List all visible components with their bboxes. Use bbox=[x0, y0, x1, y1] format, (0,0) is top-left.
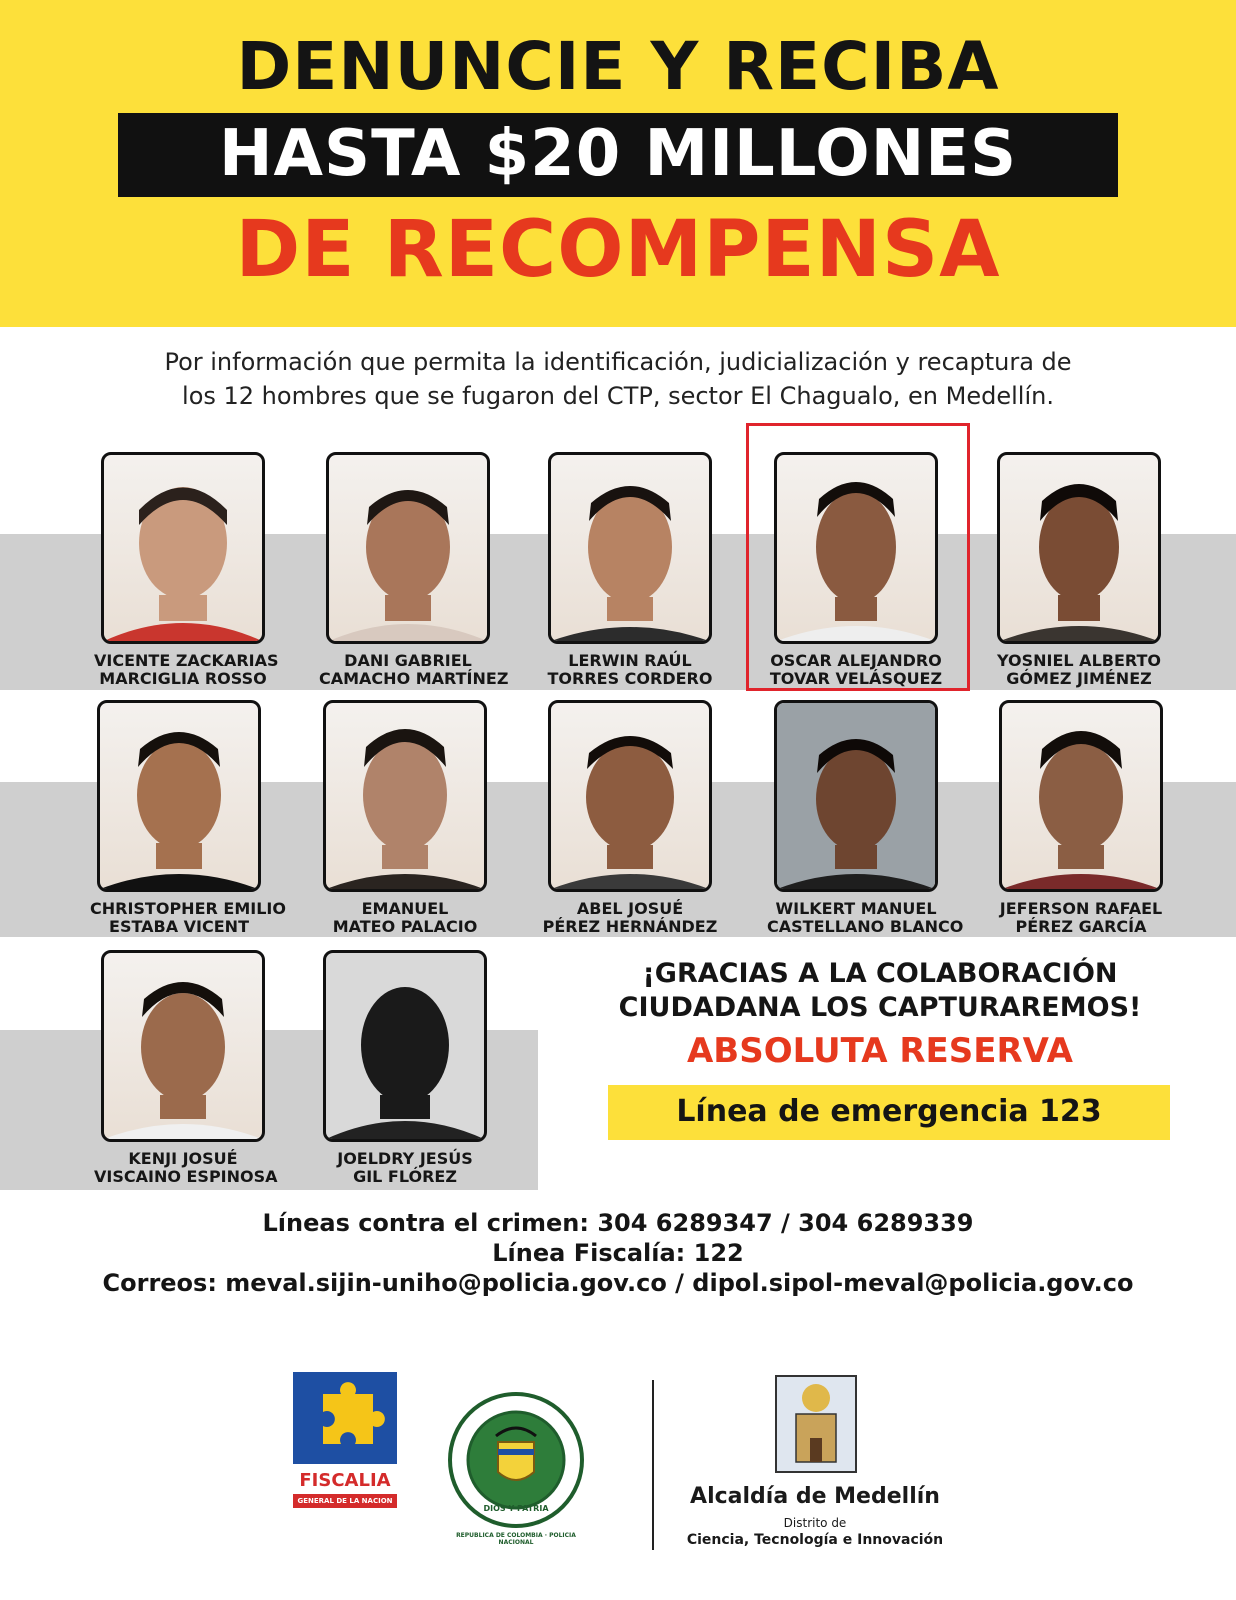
fugitive-name: JEFERSON RAFAEL PÉREZ GARCÍA bbox=[999, 899, 1163, 936]
mugshot-photo bbox=[323, 950, 487, 1142]
fugitive-name: LERWIN RAÚL TORRES CORDERO bbox=[547, 651, 713, 688]
person-silhouette-icon bbox=[551, 703, 709, 889]
intro-text bbox=[80, 345, 1156, 413]
coat-of-arms-icon bbox=[772, 1372, 860, 1476]
absoluta-reserva: ABSOLUTA RESERVA bbox=[686, 1031, 1073, 1071]
contact-info bbox=[60, 1208, 1176, 1298]
mugshot-photo bbox=[997, 452, 1161, 644]
fiscalia-subtitle: GENERAL DE LA NACION bbox=[293, 1494, 397, 1508]
alcaldia-title: Alcaldía de Medellín bbox=[690, 1484, 940, 1509]
person-silhouette-icon bbox=[777, 455, 935, 641]
headline-reward-amount: HASTA $20 MILLONES bbox=[218, 117, 1018, 191]
person-silhouette-icon bbox=[329, 455, 487, 641]
fugitive-name: ABEL JOSUÉ PÉREZ HERNÁNDEZ bbox=[542, 899, 718, 936]
fugitive-card bbox=[90, 700, 286, 936]
mugshot-photo bbox=[548, 700, 712, 892]
mugshot-photo bbox=[101, 452, 265, 644]
emergency-line: Línea de emergencia 123 bbox=[676, 1094, 1102, 1129]
policia-motto: DIOS Y PATRIA bbox=[483, 1504, 549, 1513]
mugshot-photo bbox=[548, 452, 712, 644]
fugitive-card bbox=[541, 700, 719, 936]
fugitive-name: DANI GABRIEL CAMACHO MARTÍNEZ bbox=[319, 651, 509, 688]
fugitive-card bbox=[316, 700, 494, 936]
person-silhouette-icon bbox=[777, 703, 935, 889]
person-silhouette-icon bbox=[551, 455, 709, 641]
fugitive-card bbox=[541, 452, 719, 688]
fugitive-card bbox=[992, 700, 1170, 936]
fugitive-card bbox=[767, 452, 945, 688]
intro-line-1: Por información que permita la identificación, judicialización y recaptura de bbox=[164, 348, 1072, 376]
mugshot-photo bbox=[101, 950, 265, 1142]
alcaldia-subtitle-2: Ciencia, Tecnología e Innovación bbox=[686, 1532, 944, 1548]
fugitive-card bbox=[316, 950, 494, 1186]
thanks-message bbox=[570, 957, 1190, 1025]
thanks-line-1: ¡GRACIAS A LA COLABORACIÓN bbox=[642, 958, 1118, 989]
fugitive-card bbox=[767, 700, 964, 936]
fiscalia-logo bbox=[293, 1372, 397, 1464]
fugitive-name: EMANUEL MATEO PALACIO bbox=[332, 899, 478, 936]
contact-emails: Correos: meval.sijin-uniho@policia.gov.co / dipol.sipol-meval@policia.gov.co bbox=[102, 1269, 1134, 1297]
fiscalia-wordmark: FISCALIA bbox=[299, 1470, 391, 1491]
person-silhouette-icon bbox=[1002, 703, 1160, 889]
fugitive-name: YOSNIEL ALBERTO GÓMEZ JIMÉNEZ bbox=[997, 651, 1161, 688]
policia-name: REPUBLICA DE COLOMBIA · POLICIA NACIONAL bbox=[456, 1532, 576, 1546]
mugshot-photo bbox=[999, 700, 1163, 892]
fiscalia-line: Línea Fiscalía: 122 bbox=[492, 1239, 744, 1267]
intro-line-2: los 12 hombres que se fugaron del CTP, sector El Chagualo, en Medellín. bbox=[182, 382, 1054, 410]
fugitive-name: CHRISTOPHER EMILIO ESTABA VICENT bbox=[90, 899, 286, 936]
alcaldia-crest bbox=[772, 1372, 860, 1476]
fugitive-card bbox=[990, 452, 1168, 688]
person-silhouette-icon bbox=[104, 455, 262, 641]
headline-recompensa: DE RECOMPENSA bbox=[235, 205, 1001, 295]
person-silhouette-icon bbox=[104, 953, 262, 1139]
fugitive-name: OSCAR ALEJANDRO TOVAR VELÁSQUEZ bbox=[769, 651, 943, 688]
fugitive-name: WILKERT MANUEL CASTELLANO BLANCO bbox=[767, 899, 964, 936]
person-silhouette-icon bbox=[100, 703, 258, 889]
mugshot-photo bbox=[323, 700, 487, 892]
puzzle-piece-icon bbox=[293, 1372, 397, 1464]
fugitive-card bbox=[319, 452, 509, 688]
person-silhouette-icon bbox=[1000, 455, 1158, 641]
fugitive-name: VICENTE ZACKARIAS MARCIGLIA ROSSO bbox=[94, 651, 279, 688]
logo-divider bbox=[652, 1380, 654, 1550]
person-silhouette-icon bbox=[326, 953, 484, 1139]
crime-lines: Líneas contra el crimen: 304 6289347 / 304 6289339 bbox=[262, 1209, 974, 1237]
mugshot-photo bbox=[97, 700, 261, 892]
person-silhouette-icon bbox=[326, 703, 484, 889]
fugitive-name: KENJI JOSUÉ VISCAINO ESPINOSA bbox=[94, 1149, 278, 1186]
headline-denuncie: DENUNCIE Y RECIBA bbox=[236, 28, 1000, 105]
thanks-line-2: CIUDADANA LOS CAPTURAREMOS! bbox=[618, 992, 1142, 1023]
alcaldia-subtitle-1: Distrito de bbox=[783, 1516, 847, 1530]
fugitive-card bbox=[94, 452, 279, 688]
fugitive-name: JOELDRY JESÚS GIL FLÓREZ bbox=[337, 1149, 473, 1186]
mugshot-photo bbox=[326, 452, 490, 644]
mugshot-photo bbox=[774, 700, 938, 892]
fugitive-card bbox=[94, 950, 278, 1186]
mugshot-photo bbox=[774, 452, 938, 644]
